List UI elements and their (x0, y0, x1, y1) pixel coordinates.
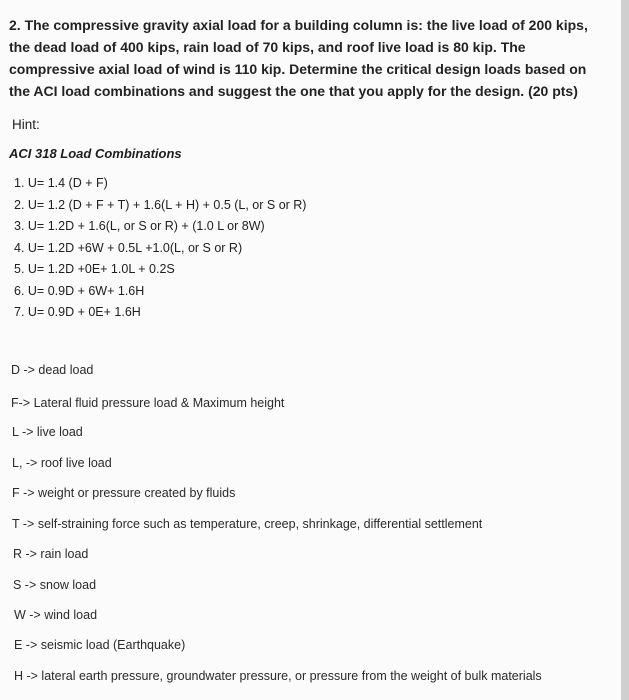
load-combination-item: 1. U= 1.4 (D + F) (14, 176, 108, 190)
load-combination-list (0, 163, 621, 324)
load-combination-item: 7. U= 0.9D + 0E+ 1.6H (14, 305, 141, 319)
load-combination-item: 5. U= 1.2D +0E+ 1.0L + 0.2S (14, 262, 175, 276)
load-combination-item: 4. U= 1.2D +6W + 0.5L +1.0(L, or S or R) (14, 240, 243, 255)
definition-dead-load: D -> dead load (11, 363, 94, 377)
load-combination-item: 3. U= 1.2D + 1.6(L, or S or R) + (1.0 L or 8W) (14, 219, 265, 233)
definition-lateral-earth-pressure: H -> lateral earth pressure, groundwater pressure, or pressure from the weight of bulk materials (14, 669, 542, 683)
problem-statement: 2. The compressive gravity axial load for a building column is: the live load of 200 kips, the dead load of 400 kips, rain load of 70 kips, and roof live load is 80 kip. The compressive axial load of wind is 110 kip. Determine the critical design loads based on the ACI load combinations and suggest the one that you apply for the design. (20 pts) (9, 17, 588, 99)
definition-rain-load: R -> rain load (13, 547, 89, 561)
definition-seismic-load: E -> seismic load (Earthquake) (14, 638, 186, 652)
definition-lateral-fluid-load: F-> Lateral fluid pressure load & Maximum height (11, 396, 285, 410)
definition-wind-load: W -> wind load (14, 608, 98, 622)
definition-roof-live-load: L, -> roof live load (12, 456, 112, 470)
aci-combinations-title: ACI 318 Load Combinations (9, 146, 182, 161)
definition-live-load: L -> live load (12, 425, 83, 439)
definition-self-straining-force: T -> self-straining force such as temperature, creep, shrinkage, differential settlement (12, 517, 483, 531)
hint-label: Hint: (12, 117, 40, 132)
definition-snow-load: S -> snow load (13, 578, 97, 592)
load-combination-item: 6. U= 0.9D + 6W+ 1.6H (14, 283, 145, 298)
load-combination-item: 2. U= 1.2 (D + F + T) + 1.6(L + H) + 0.5 (L, or S or R) (14, 197, 307, 212)
definition-fluid-weight: F -> weight or pressure created by fluids (12, 486, 236, 500)
